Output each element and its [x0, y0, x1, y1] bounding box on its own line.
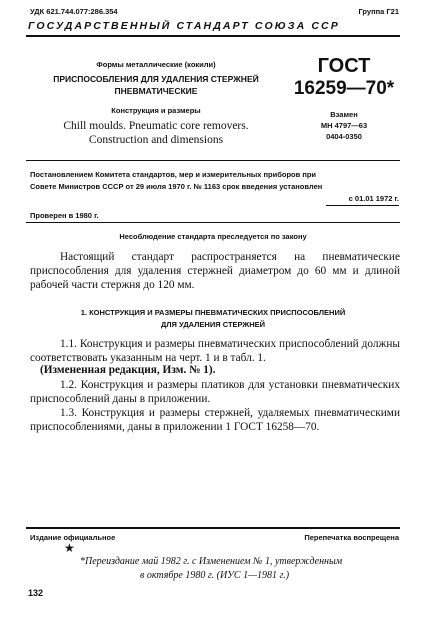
header-rule [26, 35, 400, 37]
decree-rule [26, 222, 400, 223]
decree-line-2: Совете Министров СССР от 29 июля 1970 г. № 1163 срок введения установлен [30, 182, 323, 191]
replaces-code-2: 0404-0350 [326, 132, 362, 141]
clause-1-1-note: (Измененная редакция, Изм. № 1). [40, 364, 216, 376]
group-code: Группа Г21 [358, 7, 399, 16]
star-icon: ★ [64, 541, 75, 555]
title-line-1: ПРИСПОСОБЛЕНИЯ ДЛЯ УДАЛЕНИЯ СТЕРЖНЕЙ [53, 74, 259, 84]
footer-rule [26, 527, 400, 529]
english-title-line-2: Construction and dimensions [88, 134, 224, 146]
clause-1-3: 1.3. Конструкция и размеры стержней, удаляемых пневматическими приспособлениями, даны в приложении 1 ГОСТ 16258—70. [30, 407, 400, 433]
section-title-line-1: 1. КОНСТРУКЦИЯ И РАЗМЕРЫ ПНЕВМАТИЧЕСКИХ ПРИСПОСОБЛЕНИЙ [80, 308, 346, 317]
clause-1-1: 1.1. Конструкция и размеры пневматических приспособлений должны соответствовать указанным на черт. 1 и в табл. 1. [30, 338, 400, 364]
section-title-line-2: ДЛЯ УДАЛЕНИЯ СТЕРЖНЕЙ [160, 320, 266, 329]
udc-code: УДК 621.744.077:286.354 [30, 7, 118, 16]
english-title-line-1: Chill moulds. Pneumatic core removers. [63, 120, 249, 132]
title-line-2: ПНЕВМАТИЧЕСКИЕ [114, 86, 198, 96]
title-rule [26, 160, 400, 161]
decree-line-1: Постановлением Комитета стандартов, мер и измерительных приборов при [30, 170, 317, 179]
page-number: 132 [28, 588, 44, 598]
no-reprint-notice: Перепечатка воспрещена [304, 533, 399, 542]
gost-number: 16259—70* [293, 78, 395, 99]
reissue-line-1: *Переиздание май 1982 г. с Изменением № 1, утвержденным [80, 556, 343, 567]
violation-notice: Несоблюдение стандарта преследуется по закону [119, 232, 307, 241]
reissue-line-2: в октябре 1980 г. (ИУС 1—1981 г.) [140, 570, 290, 581]
official-edition: Издание официальное [30, 533, 116, 542]
clause-1-2: 1.2. Конструкция и размеры платиков для установки пневматических приспособлений даны в приложении. [30, 379, 400, 405]
gost-label: ГОСТ [317, 55, 371, 77]
subtitle: Формы металлические (кокили) [96, 60, 216, 69]
decree-underline [326, 205, 399, 206]
subtitle-2: Конструкция и размеры [111, 106, 201, 115]
intro-paragraph: Настоящий стандарт распространяется на пневматические приспособления для удаления стержней диаметром до 60 мм и длиной рабочей части стержня до 120 мм. [30, 251, 400, 291]
standard-banner: ГОСУДАРСТВЕННЫЙ СТАНДАРТ СОЮЗА ССР [28, 20, 340, 32]
decree-line-3: с 01.01 1972 г. [348, 194, 399, 203]
replaces-label: Взамен [330, 110, 358, 119]
checked-line: Проверен в 1980 г. [30, 211, 99, 220]
replaces-code: МН 4797—63 [320, 121, 368, 130]
